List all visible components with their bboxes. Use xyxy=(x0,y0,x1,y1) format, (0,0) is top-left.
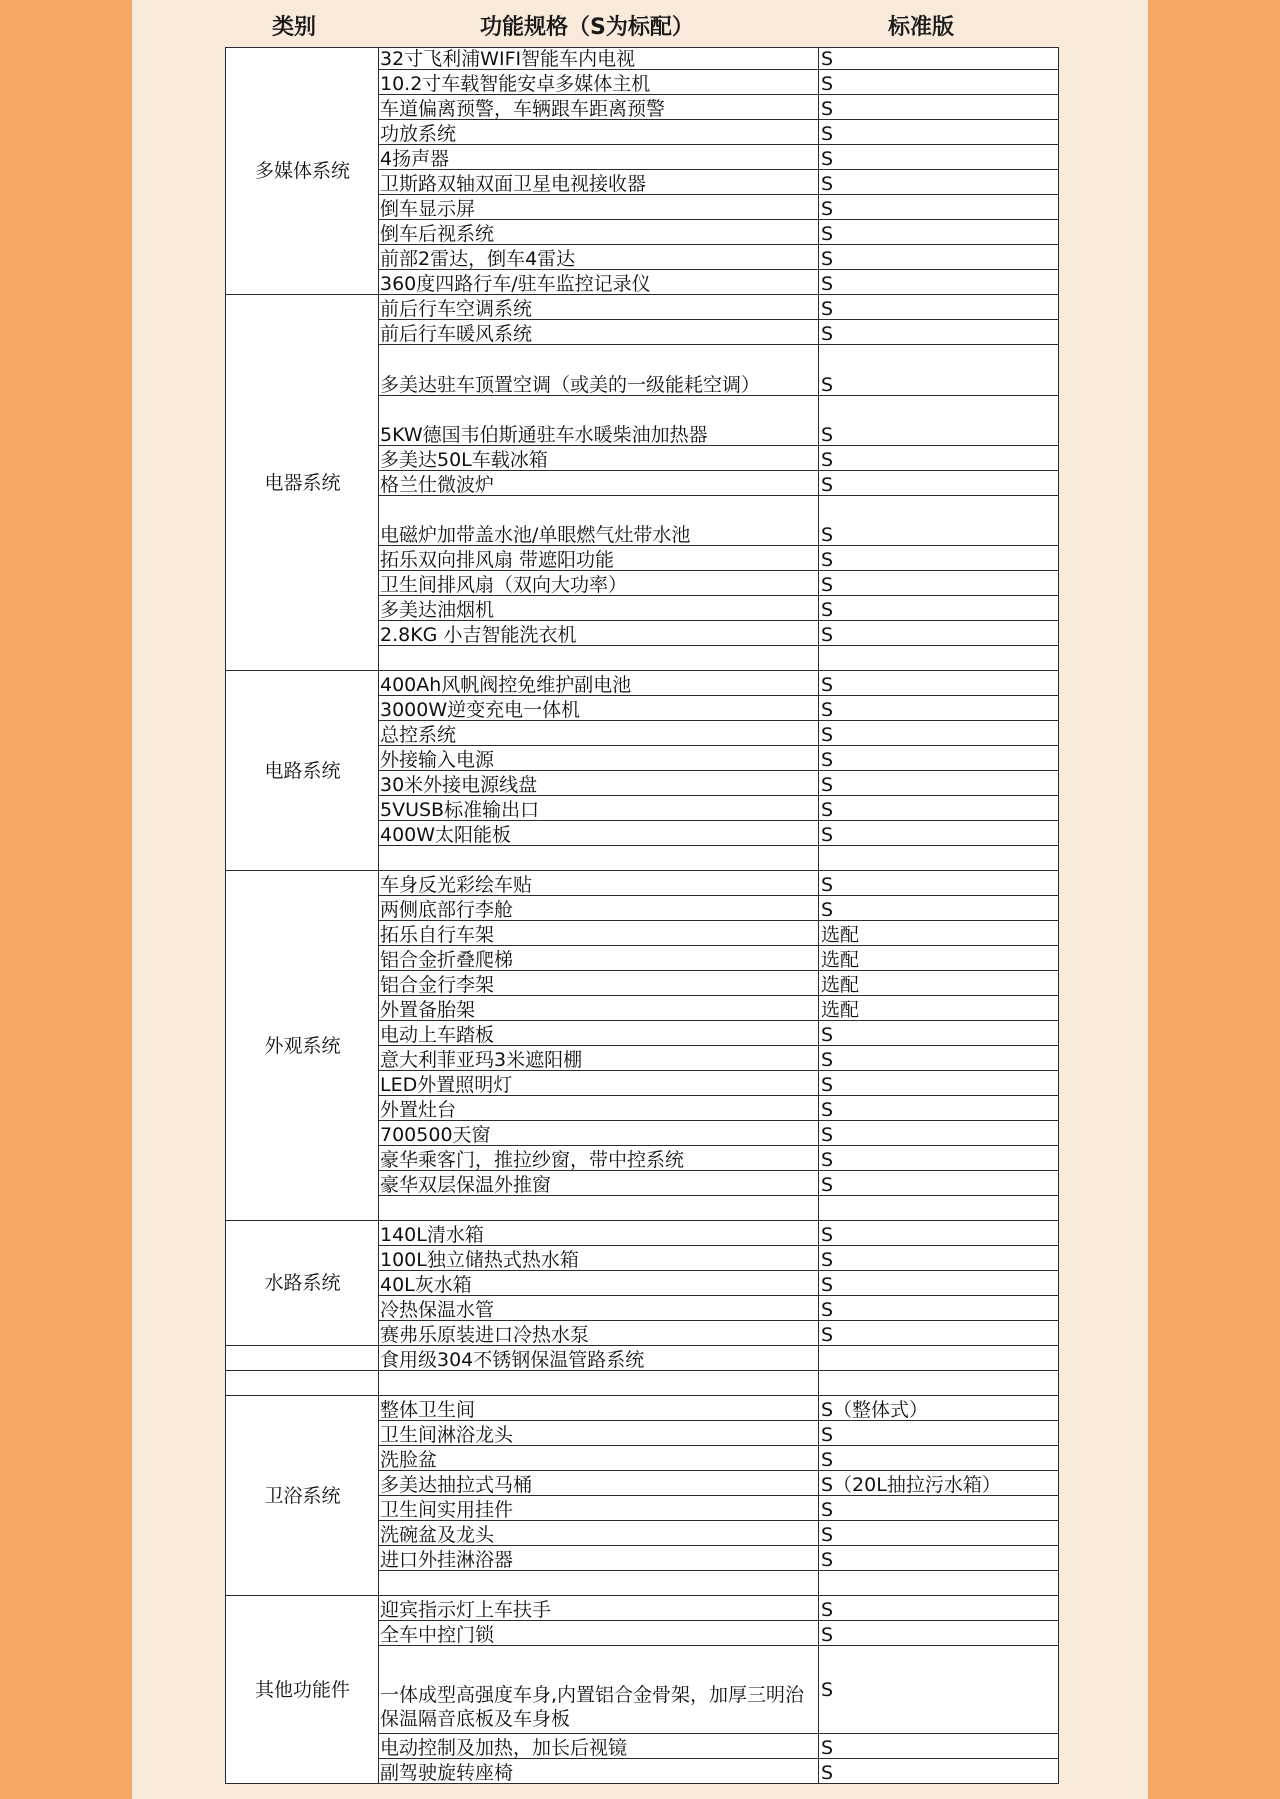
category-cell: 多媒体系统 xyxy=(226,48,379,295)
spec-cell: 功放系统 xyxy=(379,120,819,145)
category-cell: 电路系统 xyxy=(226,671,379,871)
standard-cell: S xyxy=(819,295,1059,320)
spec-table xyxy=(225,47,1059,1784)
spec-cell: 车道偏离预警，车辆跟车距离预警 xyxy=(379,95,819,120)
standard-cell: S xyxy=(819,195,1059,220)
document-sheet xyxy=(132,0,1148,1799)
spec-cell: 总控系统 xyxy=(379,721,819,746)
spec-cell: 铝合金折叠爬梯 xyxy=(379,946,819,971)
standard-cell: S xyxy=(819,1421,1059,1446)
standard-cell: S xyxy=(819,1046,1059,1071)
spec-cell: 140L清水箱 xyxy=(379,1221,819,1246)
spec-cell: 赛弗乐原装进口冷热水泵 xyxy=(379,1321,819,1346)
spec-cell: LED外置照明灯 xyxy=(379,1071,819,1096)
spec-cell: 豪华乘客门，推拉纱窗，带中控系统 xyxy=(379,1146,819,1171)
table-header xyxy=(132,0,1148,48)
standard-cell: S xyxy=(819,1121,1059,1146)
standard-cell: S xyxy=(819,1759,1059,1784)
spec-cell: 副驾驶旋转座椅 xyxy=(379,1759,819,1784)
standard-cell: 选配 xyxy=(819,996,1059,1021)
table-row xyxy=(226,1396,1059,1421)
spec-cell: 5KW德国韦伯斯通驻车水暖柴油加热器 xyxy=(379,396,819,446)
standard-cell: S xyxy=(819,496,1059,546)
spec-cell: 多美达油烟机 xyxy=(379,596,819,621)
spec-cell: 外置备胎架 xyxy=(379,996,819,1021)
standard-cell: S xyxy=(819,1096,1059,1121)
standard-cell: S xyxy=(819,1521,1059,1546)
spec-cell: 卫生间实用挂件 xyxy=(379,1496,819,1521)
category-cell: 其他功能件 xyxy=(226,1596,379,1784)
spec-cell: 前后行车暖风系统 xyxy=(379,320,819,345)
standard-cell: S xyxy=(819,471,1059,496)
table-row xyxy=(226,1346,1059,1371)
spec-cell: 卫生间排风扇（双向大功率） xyxy=(379,571,819,596)
spec-cell: 32寸飞利浦WIFI智能车内电视 xyxy=(379,48,819,70)
standard-cell: S xyxy=(819,1296,1059,1321)
spec-cell: 拓乐双向排风扇 带遮阳功能 xyxy=(379,546,819,571)
spec-cell: 卫生间淋浴龙头 xyxy=(379,1421,819,1446)
spec-cell: 4扬声器 xyxy=(379,145,819,170)
standard-cell: S xyxy=(819,1546,1059,1571)
table-row xyxy=(226,1596,1059,1621)
standard-cell: S xyxy=(819,345,1059,396)
standard-cell: S xyxy=(819,220,1059,245)
spec-cell: 5VUSB标准输出口 xyxy=(379,796,819,821)
spec-cell: 700500天窗 xyxy=(379,1121,819,1146)
standard-cell: S xyxy=(819,1496,1059,1521)
spec-cell: 冷热保温水管 xyxy=(379,1296,819,1321)
spec-cell: 30米外接电源线盘 xyxy=(379,771,819,796)
table-row xyxy=(226,48,1059,70)
standard-cell: S xyxy=(819,1021,1059,1046)
standard-cell: S xyxy=(819,270,1059,295)
spec-cell: 倒车显示屏 xyxy=(379,195,819,220)
standard-cell: S xyxy=(819,120,1059,145)
spec-cell: 2.8KG 小吉智能洗衣机 xyxy=(379,621,819,646)
table-row xyxy=(226,295,1059,320)
spec-cell: 两侧底部行李舱 xyxy=(379,896,819,921)
standard-cell: S xyxy=(819,145,1059,170)
standard-cell: S xyxy=(819,796,1059,821)
category-cell: 电器系统 xyxy=(226,295,379,671)
spec-cell: 电动控制及加热，加长后视镜 xyxy=(379,1734,819,1759)
standard-cell: S xyxy=(819,721,1059,746)
standard-cell: S xyxy=(819,571,1059,596)
spec-cell: 拓乐自行车架 xyxy=(379,921,819,946)
table-row xyxy=(226,671,1059,696)
spec-cell: 进口外挂淋浴器 xyxy=(379,1546,819,1571)
standard-cell: S xyxy=(819,1646,1059,1734)
standard-cell: 选配 xyxy=(819,971,1059,996)
standard-cell: 选配 xyxy=(819,946,1059,971)
spec-cell: 全车中控门锁 xyxy=(379,1621,819,1646)
standard-cell: S xyxy=(819,1246,1059,1271)
standard-cell: S xyxy=(819,1271,1059,1296)
spec-cell: 食用级304不锈钢保温管路系统 xyxy=(379,1346,819,1371)
spec-cell: 前后行车空调系统 xyxy=(379,295,819,320)
spec-cell: 400W太阳能板 xyxy=(379,821,819,846)
spec-cell: 意大利菲亚玛3米遮阳棚 xyxy=(379,1046,819,1071)
spec-cell: 多美达抽拉式马桶 xyxy=(379,1471,819,1496)
header-standard: 标准版 xyxy=(888,15,955,40)
standard-cell: S xyxy=(819,245,1059,270)
standard-cell: S xyxy=(819,896,1059,921)
standard-cell: S xyxy=(819,1221,1059,1246)
standard-cell: S（20L抽拉污水箱） xyxy=(819,1471,1059,1496)
spec-cell: 前部2雷达，倒车4雷达 xyxy=(379,245,819,270)
standard-cell: S xyxy=(819,320,1059,345)
standard-cell: S xyxy=(819,1596,1059,1621)
standard-cell: S xyxy=(819,1621,1059,1646)
table-row xyxy=(226,871,1059,896)
standard-cell: 选配 xyxy=(819,921,1059,946)
spec-cell: 多美达50L车载冰箱 xyxy=(379,446,819,471)
spec-cell: 迎宾指示灯上车扶手 xyxy=(379,1596,819,1621)
spec-cell: 360度四路行车/驻车监控记录仪 xyxy=(379,270,819,295)
standard-cell: S xyxy=(819,1321,1059,1346)
spec-cell: 洗碗盆及龙头 xyxy=(379,1521,819,1546)
standard-cell: S xyxy=(819,696,1059,721)
standard-cell: S xyxy=(819,1734,1059,1759)
spec-cell: 电磁炉加带盖水池/单眼燃气灶带水池 xyxy=(379,496,819,546)
spec-cell: 40L灰水箱 xyxy=(379,1271,819,1296)
category-cell: 卫浴系统 xyxy=(226,1396,379,1596)
spec-cell: 电动上车踏板 xyxy=(379,1021,819,1046)
spec-cell: 多美达驻车顶置空调（或美的一级能耗空调） xyxy=(379,345,819,396)
standard-cell: S xyxy=(819,1146,1059,1171)
category-cell: 外观系统 xyxy=(226,871,379,1221)
standard-cell: S xyxy=(819,546,1059,571)
spec-cell: 外接输入电源 xyxy=(379,746,819,771)
category-cell: 水路系统 xyxy=(226,1221,379,1346)
standard-cell: S xyxy=(819,596,1059,621)
standard-cell: S xyxy=(819,446,1059,471)
spec-cell: 一体成型高强度车身,内置铝合金骨架，加厚三明治保温隔音底板及车身板 xyxy=(379,1646,819,1734)
spec-cell: 格兰仕微波炉 xyxy=(379,471,819,496)
spec-cell: 豪华双层保温外推窗 xyxy=(379,1171,819,1196)
standard-cell xyxy=(819,1346,1059,1371)
spec-cell: 100L独立储热式热水箱 xyxy=(379,1246,819,1271)
spacer-row xyxy=(226,1371,1059,1396)
spec-cell: 3000W逆变充电一体机 xyxy=(379,696,819,721)
standard-cell: S xyxy=(819,1071,1059,1096)
standard-cell: S xyxy=(819,1446,1059,1471)
standard-cell: S xyxy=(819,48,1059,70)
standard-cell: S xyxy=(819,746,1059,771)
standard-cell: S xyxy=(819,871,1059,896)
spec-cell: 卫斯路双轴双面卫星电视接收器 xyxy=(379,170,819,195)
header-category: 类别 xyxy=(272,15,317,40)
header-spec: 功能规格（S为标配） xyxy=(480,15,694,40)
standard-cell: S xyxy=(819,396,1059,446)
table-row xyxy=(226,1221,1059,1246)
spec-cell: 外置灶台 xyxy=(379,1096,819,1121)
spec-cell: 车身反光彩绘车贴 xyxy=(379,871,819,896)
standard-cell: S xyxy=(819,170,1059,195)
spec-cell: 铝合金行李架 xyxy=(379,971,819,996)
standard-cell: S xyxy=(819,621,1059,646)
spec-cell: 倒车后视系统 xyxy=(379,220,819,245)
standard-cell: S xyxy=(819,1171,1059,1196)
standard-cell: S（整体式） xyxy=(819,1396,1059,1421)
spec-cell: 洗脸盆 xyxy=(379,1446,819,1471)
spec-cell: 整体卫生间 xyxy=(379,1396,819,1421)
spec-cell: 10.2寸车载智能安卓多媒体主机 xyxy=(379,70,819,95)
standard-cell: S xyxy=(819,95,1059,120)
standard-cell: S xyxy=(819,70,1059,95)
standard-cell: S xyxy=(819,821,1059,846)
spec-cell: 400Ah风帆阀控免维护副电池 xyxy=(379,671,819,696)
standard-cell: S xyxy=(819,771,1059,796)
standard-cell: S xyxy=(819,671,1059,696)
